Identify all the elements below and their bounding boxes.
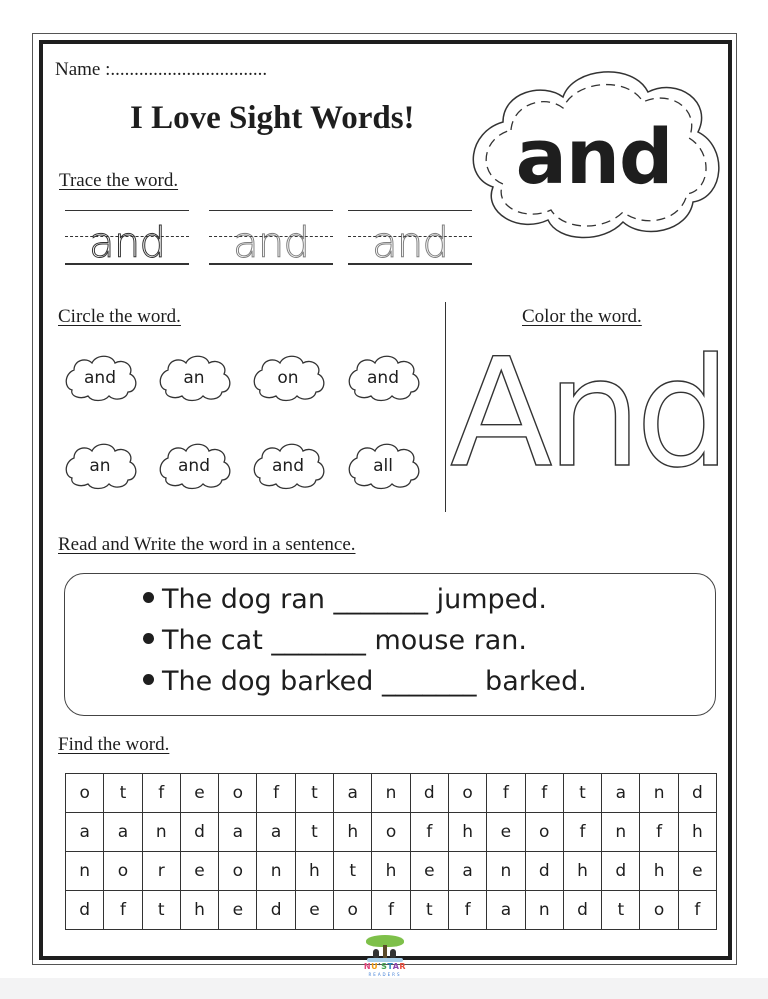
grid-cell[interactable]: f (487, 774, 525, 813)
grid-cell[interactable]: f (104, 891, 142, 930)
grid-cell[interactable]: d (525, 852, 563, 891)
grid-cell[interactable]: o (219, 774, 257, 813)
grid-cell[interactable]: r (142, 852, 180, 891)
grid-cell[interactable]: n (257, 852, 295, 891)
grid-cell[interactable]: o (66, 774, 104, 813)
brand-logo (358, 935, 412, 979)
grid-cell[interactable]: h (678, 813, 716, 852)
grid-row (66, 774, 717, 813)
word-cloud[interactable] (345, 440, 421, 490)
tree-trunk (383, 945, 387, 959)
grid-cell[interactable]: t (104, 774, 142, 813)
find-section-label: Find the word. (58, 734, 170, 755)
worksheet-title: I Love Sight Words! (130, 100, 415, 136)
grid-cell[interactable]: n (602, 813, 640, 852)
grid-cell[interactable]: e (410, 852, 448, 891)
grid-cell[interactable]: e (180, 774, 218, 813)
grid-cell[interactable]: f (563, 813, 601, 852)
page-bottom-strip (0, 978, 768, 999)
word-cloud[interactable] (250, 440, 326, 490)
cloud-word: an (89, 456, 111, 476)
grid-cell[interactable]: t (563, 774, 601, 813)
sentence-box (64, 573, 716, 716)
trace-section-label: Trace the word. (59, 170, 179, 191)
word-cloud[interactable] (156, 352, 232, 402)
grid-cell[interactable]: h (295, 852, 333, 891)
grid-cell[interactable]: o (640, 891, 678, 930)
sentence-item[interactable] (143, 584, 547, 615)
sentence-section-label: Read and Write the word in a sentence. (58, 534, 356, 555)
grid-cell[interactable]: t (295, 774, 333, 813)
grid-cell[interactable]: o (372, 813, 410, 852)
trace-word-solid: and (88, 218, 166, 267)
cloud-word: and (367, 368, 399, 388)
bullet-icon (143, 592, 154, 603)
trace-box-3[interactable] (348, 208, 472, 266)
grid-cell[interactable]: d (66, 891, 104, 930)
grid-cell[interactable]: o (104, 852, 142, 891)
grid-cell[interactable]: t (142, 891, 180, 930)
grid-cell[interactable]: n (66, 852, 104, 891)
brand-name: NU'STAR (363, 962, 407, 971)
sentence-text: The cat _______ mouse ran. (162, 625, 527, 656)
grid-cell[interactable]: d (257, 891, 295, 930)
sentence-text: The dog ran _______ jumped. (162, 584, 547, 615)
grid-cell[interactable]: h (640, 852, 678, 891)
grid-cell[interactable]: a (487, 891, 525, 930)
color-word-outline[interactable] (450, 335, 725, 485)
grid-cell[interactable]: t (602, 891, 640, 930)
grid-cell[interactable]: o (219, 852, 257, 891)
grid-cell[interactable]: a (448, 852, 486, 891)
sight-word: and (515, 111, 673, 201)
grid-cell[interactable]: t (334, 852, 372, 891)
grid-cell[interactable]: d (602, 852, 640, 891)
grid-cell[interactable]: a (219, 813, 257, 852)
grid-cell[interactable]: o (448, 774, 486, 813)
grid-cell[interactable]: e (487, 813, 525, 852)
circle-section-label: Circle the word. (58, 306, 181, 327)
trace-word-dotted: and (371, 218, 449, 267)
grid-cell[interactable]: h (334, 813, 372, 852)
grid-cell[interactable]: h (563, 852, 601, 891)
section-divider (445, 302, 446, 512)
grid-cell[interactable]: d (410, 774, 448, 813)
grid-row (66, 813, 717, 852)
grid-cell[interactable]: n (640, 774, 678, 813)
word-cloud[interactable] (62, 352, 138, 402)
grid-cell[interactable]: f (525, 774, 563, 813)
grid-cell[interactable]: e (180, 852, 218, 891)
cloud-word: and (178, 456, 210, 476)
grid-cell[interactable]: a (66, 813, 104, 852)
grid-cell[interactable]: f (142, 774, 180, 813)
word-cloud[interactable] (345, 352, 421, 402)
grid-cell[interactable]: e (678, 852, 716, 891)
trace-word-dotted: and (232, 218, 310, 267)
grid-cell[interactable]: t (410, 891, 448, 930)
word-cloud[interactable] (250, 352, 326, 402)
word-cloud[interactable] (156, 440, 232, 490)
grid-cell[interactable]: d (180, 813, 218, 852)
sentence-text: The dog barked _______ barked. (162, 666, 587, 697)
grid-cell[interactable]: e (295, 891, 333, 930)
cloud-word: and (272, 456, 304, 476)
grid-cell[interactable]: o (334, 891, 372, 930)
grid-cell[interactable]: t (295, 813, 333, 852)
sight-word-cloud (463, 62, 725, 242)
grid-row (66, 852, 717, 891)
trace-box-1[interactable] (65, 208, 189, 266)
bullet-icon (143, 633, 154, 644)
grid-cell[interactable]: n (372, 774, 410, 813)
grid-cell[interactable]: n (525, 891, 563, 930)
cloud-word: all (373, 456, 393, 476)
cloud-word: on (277, 368, 299, 388)
grid-cell[interactable]: f (640, 813, 678, 852)
name-field-label[interactable]: Name :................................. (55, 59, 268, 80)
brand-subtitle: READERS (368, 972, 402, 977)
grid-cell[interactable]: d (678, 774, 716, 813)
grid-cell[interactable]: a (602, 774, 640, 813)
grid-cell[interactable]: e (219, 891, 257, 930)
grid-cell[interactable]: o (525, 813, 563, 852)
word-cloud[interactable] (62, 440, 138, 490)
word-search-grid (65, 773, 717, 930)
grid-cell[interactable]: f (257, 774, 295, 813)
bullet-icon (143, 674, 154, 685)
color-word-text: And (450, 335, 725, 485)
grid-cell[interactable]: a (334, 774, 372, 813)
cloud-word: an (183, 368, 205, 388)
grid-cell[interactable]: h (372, 852, 410, 891)
grid-cell[interactable]: f (372, 891, 410, 930)
grid-cell[interactable]: n (487, 852, 525, 891)
grid-row (66, 891, 717, 930)
cloud-word: and (84, 368, 116, 388)
grid-cell[interactable]: n (142, 813, 180, 852)
sentence-item[interactable] (143, 666, 587, 697)
grid-cell[interactable]: f (410, 813, 448, 852)
color-section-label: Color the word. (522, 306, 642, 327)
grid-cell[interactable]: a (104, 813, 142, 852)
grid-cell[interactable]: f (448, 891, 486, 930)
sentence-item[interactable] (143, 625, 527, 656)
grid-cell[interactable]: f (678, 891, 716, 930)
grid-cell[interactable]: d (563, 891, 601, 930)
grid-cell[interactable]: a (257, 813, 295, 852)
grid-cell[interactable]: h (180, 891, 218, 930)
trace-box-2[interactable] (209, 208, 333, 266)
grid-cell[interactable]: h (448, 813, 486, 852)
outlined-letters-icon (450, 335, 725, 485)
